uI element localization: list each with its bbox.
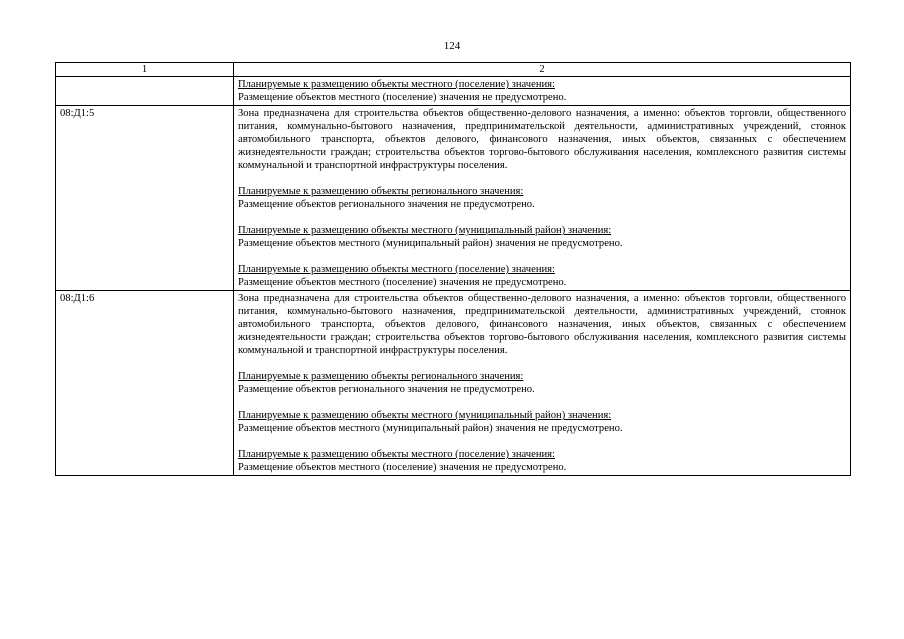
- zone-code: 08:Д1:5: [56, 106, 234, 291]
- section-heading: Планируемые к размещению объекты местного (поселение) значения:: [238, 264, 555, 275]
- section-heading: Планируемые к размещению объекты регионального значения:: [238, 371, 524, 382]
- table-header-row: [56, 63, 851, 77]
- section-heading: Планируемые к размещению объекты местного (поселение) значения:: [238, 79, 555, 90]
- zone-code: 08:Д1:6: [56, 291, 234, 476]
- section-settlement: [238, 448, 846, 474]
- section-text: Размещение объектов местного (муниципальный район) значения не предусмотрено.: [238, 238, 623, 249]
- zones-table: [55, 62, 851, 476]
- section-municipal-district: [238, 224, 846, 250]
- section-settlement: [238, 263, 846, 289]
- page-number: 124: [443, 40, 461, 52]
- table-row-zone-5: [56, 106, 851, 291]
- section-text: Размещение объектов регионального значения не предусмотрено.: [238, 384, 535, 395]
- section-text: Размещение объектов местного (поселение) значения не предусмотрено.: [238, 462, 567, 473]
- table-row-zone-6: [56, 291, 851, 476]
- table-row-continuation: [56, 77, 851, 106]
- section-text: Размещение объектов местного (поселение) значения не предусмотрено.: [238, 277, 567, 288]
- section-regional: [238, 185, 846, 211]
- zone-description: Зона предназначена для строительства объектов общественно-делового назначения, а именно: объектов торговли, общественного питания, коммунально-бытового назначения, предпринимательской деятельности, административных учреждений, стоянок автомобильного транспорта, объектов делового, финансового назначения, иных объектов, связанных с обеспечением жизнедеятельности граждан; строительства объектов торгово-бытового обслуживания населения, комплексного развития системы коммунальной и транспортной инфраструктуры поселения.: [238, 108, 846, 171]
- section-text: Размещение объектов регионального значения не предусмотрено.: [238, 199, 535, 210]
- zone-description-cell: [234, 106, 851, 291]
- section-heading: Планируемые к размещению объекты местного (поселение) значения:: [238, 449, 555, 460]
- column-header-1: 1: [56, 63, 234, 77]
- section-heading: Планируемые к размещению объекты местного (муниципальный район) значения:: [238, 410, 612, 421]
- section-text: Размещение объектов местного (муниципальный район) значения не предусмотрено.: [238, 423, 623, 434]
- section-heading: Планируемые к размещению объекты местного (муниципальный район) значения:: [238, 225, 612, 236]
- zone-code-cell-empty: [56, 77, 234, 106]
- zone-description-cell: [234, 291, 851, 476]
- section-text: Размещение объектов местного (поселение) значения не предусмотрено.: [238, 92, 567, 103]
- zone-description: Зона предназначена для строительства объектов общественно-делового назначения, а именно: объектов торговли, общественного питания, коммунально-бытового назначения, предпринимательской деятельности, административных учреждений, стоянок автомобильного транспорта, объектов делового, финансового назначения, иных объектов, связанных с обеспечением жизнедеятельности граждан; строительства объектов торгово-бытового обслуживания населения, комплексного развития системы коммунальной и транспортной инфраструктуры поселения.: [238, 293, 846, 356]
- section-heading: Планируемые к размещению объекты регионального значения:: [238, 186, 524, 197]
- column-header-2: 2: [234, 63, 851, 77]
- section-regional: [238, 370, 846, 396]
- zone-description-cell: [234, 77, 851, 106]
- section-municipal-district: [238, 409, 846, 435]
